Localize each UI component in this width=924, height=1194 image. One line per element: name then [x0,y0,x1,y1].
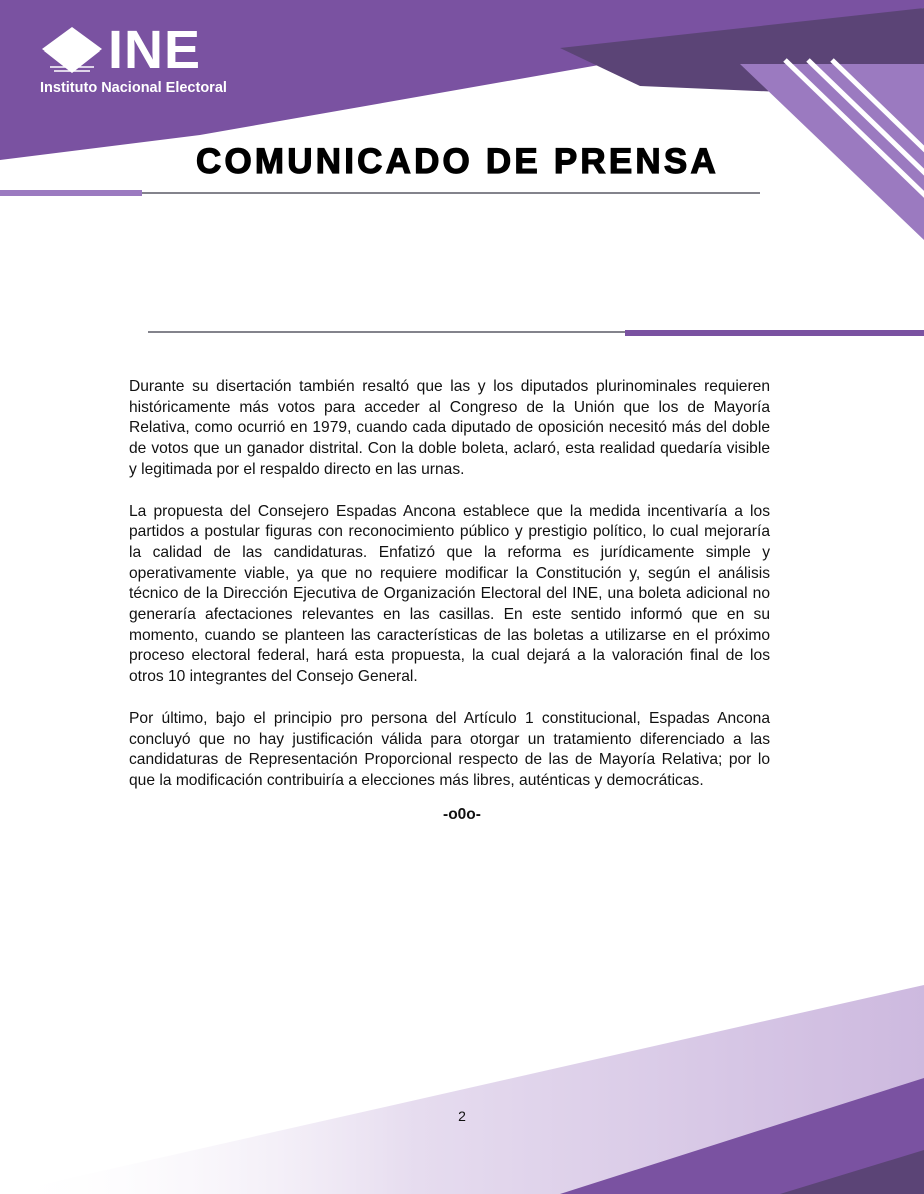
closing-mark: -o0o- [443,806,481,823]
page-title: COMUNICADO DE PRENSA [196,142,719,181]
ine-emblem-icon [40,27,104,75]
title-tab [0,190,142,196]
logo-subtitle: Instituto Nacional Electoral [40,80,227,96]
page-number: 2 [458,1108,466,1124]
logo-word: INE [108,20,202,80]
paragraph: Por último, bajo el principio pro persona del Artículo 1 constitucional, Espadas Ancona concluyó que no hay justificación válida para otorgar un tratamiento diferenciado a las candidaturas de Representación Proporcional respecto de las de Mayoría Relativa; por lo que la modificación contribuiría a elecciones más libres, auténticas y democráticas. [129,709,770,789]
paragraph: La propuesta del Consejero Espadas Ancona establece que la medida incentivaría a los partidos a postular figuras con reconocimiento público y prestigio político, lo cual mejoraría la calidad de las candidaturas. Enfatizó que la reforma es jurídicamente simple y operativamente viable, ya que no requiere modificar la Constitución y, según el análisis técnico de la Dirección Ejecutiva de Organización Electoral del INE, una boleta adicional no generaría afectaciones relevantes en las casillas. En este sentido informó que en su momento, cuando se planteen las características de las boletas a utilizarse en el próximo proceso electoral federal, hará esta propuesta, la cual dejará a la valoración final de los otros 10 integrantes del Consejo General. [129,502,770,686]
press-release-body [129,377,770,813]
paragraph: Durante su disertación también resaltó que las y los diputados plurinominales requieren históricamente más votos para acceder al Congreso de la Unión que los de Mayoría Relativa, como ocurrió en 1979, cuando cada diputado de oposición necesitó más del doble de votos que un ganador distrital. Con la doble boleta, aclaró, esta realidad quedaría visible y legitimada por el respaldo directo en las urnas. [129,378,770,478]
ine-logo [40,20,280,102]
separator-tab [625,330,924,336]
